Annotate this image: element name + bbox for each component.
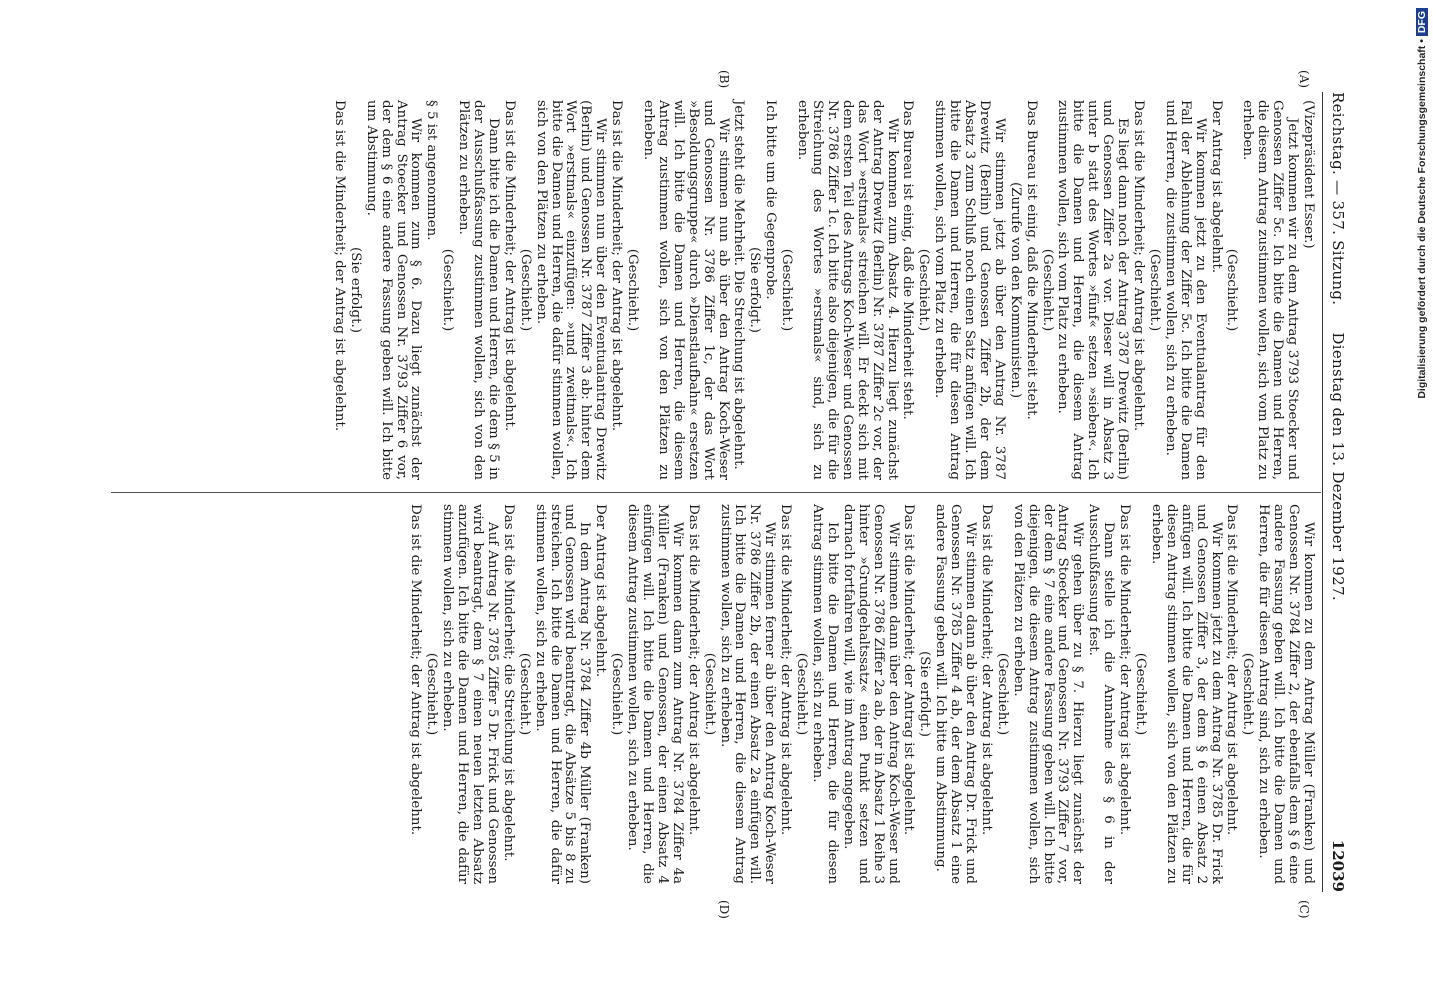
- paragraph: Wir kommen zu dem Antrag Müller (Franken) und Genossen Nr. 3784 Ziffer 2, der ebenfalls dem § 6 eine andere Fassung geben will. Ich bitte die Damen und Herren, die für diesen Antrag sind, sich zu erheben.: [1256, 504, 1316, 884]
- stage-direction: (Geschieht.): [609, 652, 625, 736]
- header-reichstag: Reichstag.: [1329, 92, 1347, 176]
- paragraph: Das ist die Minderheit; der Antrag ist abgelehnt.: [331, 100, 347, 432]
- paragraph: Wir stimmen nun ab über den Antrag Koch-Weser und Genossen Nr. 3786 Ziffer 1c, der das Wort »Besoldungsgruppe« durch »Dienstlaufbahn« ersetzen will. Ich bitte die Damen und Herren, die diesem Antrag zustimmen wollen, sich von den Plätzen zu erheben.: [641, 100, 731, 480]
- left-column: [330, 100, 1315, 480]
- paragraph: Das ist die Minderheit; der Antrag ist abgelehnt.: [1131, 100, 1147, 432]
- paragraph: Jetzt steht die Mehrheit. Die Streichung ist abgelehnt.: [731, 100, 747, 470]
- scanned-page-container: [105, 70, 1347, 919]
- stage-direction: (Geschieht.): [1039, 248, 1055, 332]
- stage-direction: (Geschieht.): [701, 652, 717, 736]
- stage-direction: (Geschieht.): [1224, 248, 1240, 332]
- paragraph: In dem Antrag Nr. 3784 Ziffer 4b Müller (Franken) und Genossen wird beantragt, die Absätze 5 bis 8 zu streichen. Ich bitte die Damen und Herren, die dafür stimmen wollen, sich zu erheben.: [532, 504, 593, 884]
- paragraph: Wir kommen dann zum Antrag Nr. 3784 Ziffer 4a Müller (Franken) und Genossen, der einen Absatz 4 einfügen will. Ich bitte die Damen und Herren, die diesem Antrag zustimmen wollen, sich zu erheben.: [625, 504, 685, 884]
- paragraph: Ich bitte um die Gegenprobe.: [763, 100, 779, 300]
- header-date: Dienstag den 13. Dezember 1927.: [1329, 332, 1347, 601]
- paragraph: Das ist die Minderheit; der Antrag ist abgelehnt.: [1117, 504, 1133, 836]
- paragraph: Es liegt dann noch der Antrag 3787 Drewitz (Berlin) und Genossen Ziffer 2a vor. Dieser will in Absatz 3 unter b statt des Wortes »fünf« setzen »sieben«. Ich bitte die Damen und Herren, die diesem Antrag zustimmen wollen, sich vom Platz zu erheben.: [1055, 100, 1131, 480]
- header-session: 357. Sitzung.: [1329, 200, 1347, 306]
- paragraph: Das Bureau ist einig, daß die Minderheit steht.: [1023, 100, 1039, 420]
- paragraph: Auf Antrag Nr. 3785 Ziffer 5 Dr. Frick und Genossen wird beantragt, dem § 7 einen neuen letzten Absatz anzufügen. Ich bitte die Damen und Herren, die dafür stimmen wollen, sich zu erheben.: [440, 504, 500, 884]
- margin-letter-c: (C): [1297, 900, 1311, 919]
- paragraph: Dann stelle ich die Annahme des § 6 in der Ausschußfassung fest.: [1086, 504, 1117, 884]
- paragraph: Wir stimmen jetzt ab über den Antrag Nr. 3787 Drewitz (Berlin) und Genossen Ziffer 2b, der dem Absatz 3 zum Schluß noch einen Satz anfügen will. Ich bitte die Damen und Herren, die für diesen Antrag stimmen wollen, sich vom Platz zu erheben.: [932, 100, 1007, 480]
- stage-direction: (Geschieht.): [625, 248, 641, 332]
- stage-direction: (Geschieht.): [1240, 652, 1256, 736]
- margin-letter-d: (D): [717, 900, 731, 919]
- stage-direction: (Geschieht.): [516, 652, 532, 736]
- stage-direction: (Geschieht.): [424, 652, 440, 736]
- right-column: [407, 504, 1315, 884]
- paragraph: Wir stimmen ferner ab über den Antrag Koch-Weser Nr. 3786 Ziffer 2b, der einen Absatz 2a einfügen will. Ich bitte die Damen und Herren, die diesem Antrag zustimmen wollen, sich zu erheben.: [717, 504, 778, 884]
- paragraph: Das ist die Minderheit; der Antrag ist abgelehnt.: [978, 504, 994, 836]
- paragraph: Das ist die Minderheit; der Antrag ist abgelehnt.: [778, 504, 794, 836]
- paragraph: Das ist die Minderheit; der Antrag ist abgelehnt.: [685, 504, 701, 836]
- paragraph: § 5 ist angenommen.: [424, 100, 440, 241]
- paragraph: Wir kommen jetzt zu den Eventualantrag für den Fall der Ablehnung der Ziffer 5c. Ich bitte die Damen und Herren, die zustimmen wollen, sich zu erheben.: [1162, 100, 1208, 480]
- stage-direction: (Geschieht.): [1146, 248, 1162, 332]
- credit-text: Digitalisierung gefördert durch die Deutsche Forschungsgemeinschaft •: [1416, 39, 1428, 399]
- paragraph: Der Antrag ist abgelehnt.: [1208, 100, 1224, 274]
- stage-direction: (Sie erfolgt.): [917, 651, 933, 737]
- column-divider: [111, 492, 1321, 493]
- paragraph: Wir gehen über zu § 7. Hierzu liegt zunächst der Antrag Stoecker und Genossen Nr. 3793 Ziffer 7 vor, der dem § 7 eine andere Fassung geben will. Ich bitte diejenigen, die diesem Antrag zustimmen wollen, sich von den Plätzen zu erheben.: [1010, 504, 1086, 884]
- paragraph: Wir kommen zum § 6. Dazu liegt zunächst der Antrag Stoecker und Genossen Nr. 3793 Ziffer 6 vor, der dem § 6 eine andere Fassung geben will. Ich bitte um Abstimmung.: [363, 100, 424, 480]
- paragraph: Das ist die Minderheit; der Antrag ist abgelehnt.: [1224, 504, 1240, 836]
- margin-letter-b: (B): [717, 70, 731, 89]
- margin-letter-a: (A): [1297, 70, 1311, 89]
- stage-direction: (Sie erfolgt.): [747, 247, 763, 333]
- paragraph: Wir stimmen nun über den Eventualantrag Drewitz (Berlin) und Genossen Nr. 3787 Ziffer 3 ab: hinter dem Wort »erstmals« einzufügen: »und zweitmals«. Ich bitte die Damen und Herren, die dafür stimmen wollen, sich von den Plätzen zu erheben.: [533, 100, 609, 480]
- stage-direction: (Geschieht.): [916, 248, 932, 332]
- paragraph: Der Antrag ist abgelehnt.: [593, 504, 609, 678]
- header-rule: [1322, 92, 1323, 892]
- page-number: 12039: [1329, 839, 1347, 892]
- paragraph: Das ist die Minderheit; der Antrag ist abgelehnt.: [901, 504, 917, 836]
- paragraph: Das ist die Minderheit; der Antrag ist abgelehnt.: [408, 504, 424, 836]
- paragraph: Wir stimmen dann ab über den Antrag Dr. Frick und Genossen Nr. 3785 Ziffer 4 ab, der dem Absatz 1 eine andere Fassung geben will. Ich bitte um Abstimmung.: [933, 504, 979, 884]
- paragraph: Wir kommen zum Absatz 4. Hierzu liegt zunächst der Antrag Drewitz (Berlin) Nr. 3787 Ziffer 2c vor, der das Wort »erstmals« streichen will. Er deckt sich mit dem ersten Teil des Antrags Koch-Weser und Genossen Nr. 3786 Ziffer 1c. Ich bitte also diejenigen, die für die Streichung des Wortes »erstmals« sind, sich zu erheben.: [795, 100, 900, 480]
- stage-direction: (Geschieht.): [1133, 652, 1149, 736]
- header-title: [1330, 92, 1345, 601]
- digitization-credit: [1411, 8, 1433, 988]
- paragraph: Ich bitte die Damen und Herren, die für diesen Antrag stimmen wollen, sich zu erheben.: [810, 504, 840, 884]
- paragraph: (Vizepräsident Esser.): [1301, 100, 1316, 249]
- stage-direction: (Zurufe von den Kommunisten.): [1007, 181, 1023, 399]
- dfg-logo: DFG: [1416, 8, 1428, 36]
- stage-direction: (Sie erfolgt.): [347, 247, 363, 333]
- paragraph: Das ist die Minderheit; der Antrag ist abgelehnt.: [501, 100, 517, 432]
- paragraph: Jetzt kommen wir zu dem Antrag 3793 Stoecker und Genossen Ziffer 5c. Ich bitte die Damen und Herren, die diesem Antrag zustimmen wollen, sich vom Platz zu erheben.: [1240, 100, 1301, 480]
- stage-direction: (Geschieht.): [779, 248, 795, 332]
- paragraph: Das ist die Minderheit; die Streichung ist abgelehnt.: [500, 504, 516, 862]
- paragraph: Wir stimmen dann über den Antrag Koch-Weser und Genossen Nr. 3786 Ziffer 2a ab, der in Absatz 1 Reihe 3 hinter »Grundgehaltssatz« einen Punkt setzen und darnach fortfahren will, wie im Antrag angegeben.: [840, 504, 901, 884]
- stage-direction: (Geschieht.): [794, 652, 810, 736]
- paragraph: Dann bitte ich die Damen und Herren, die dem § 5 in der Ausschußfassung zustimmen wollen, sich von den Plätzen zu erheben.: [456, 100, 501, 480]
- paragraph: Wir kommen jetzt zu dem Antrag Nr. 3785 Dr. Frick und Genossen Ziffer 3, der dem § 6 einen Absatz 2 anfügen will. Ich bitte die Damen und Herren, die für diesen Antrag stimmen wollen, sich von den Plätzen zu erheben.: [1148, 504, 1224, 884]
- scanned-page: [105, 70, 1347, 919]
- page-header: [1323, 92, 1345, 892]
- paragraph: Das ist die Minderheit; der Antrag ist abgelehnt.: [609, 100, 625, 432]
- paragraph: Das Bureau ist einig, daß die Minderheit steht.: [900, 100, 916, 420]
- stage-direction: (Geschieht.): [517, 248, 533, 332]
- stage-direction: (Geschieht.): [994, 652, 1010, 736]
- stage-direction: (Geschieht.): [440, 248, 456, 332]
- header-dash: —: [1329, 180, 1347, 196]
